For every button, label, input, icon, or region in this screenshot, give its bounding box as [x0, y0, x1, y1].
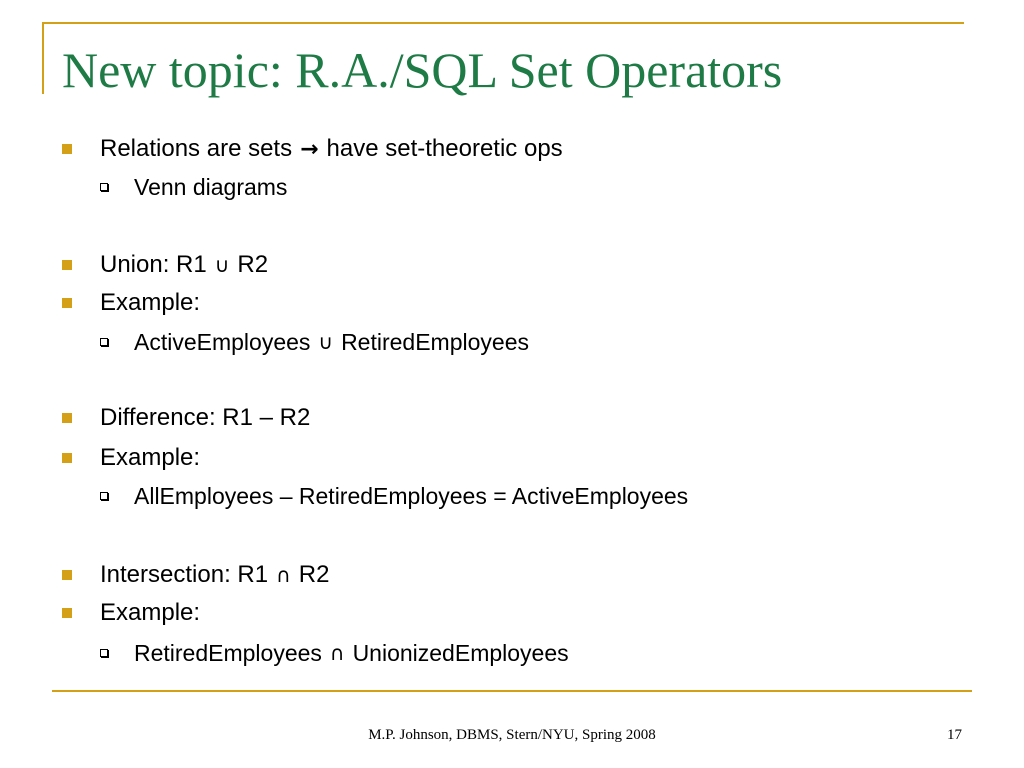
union-symbol: ∪	[214, 253, 230, 277]
bullet-item	[62, 250, 268, 280]
right-arrow-icon: →	[300, 136, 319, 162]
sub-bullet-text: RetiredEmployees	[134, 639, 322, 666]
bullet-text: Intersection: R1	[100, 561, 269, 588]
square-bullet-icon	[62, 413, 72, 423]
sub-bullet-text: Venn diagrams	[134, 173, 288, 200]
bullet-text: Example:	[100, 289, 201, 316]
hollow-square-bullet-icon	[100, 183, 108, 191]
bullet-text: Difference: R1 – R2	[100, 404, 311, 431]
square-bullet-icon	[62, 144, 72, 154]
bullet-item	[62, 403, 310, 433]
sub-bullet-text: AllEmployees – RetiredEmployees = ActiveEmployees	[134, 482, 689, 509]
bullet-text: Example:	[100, 444, 201, 471]
hollow-square-bullet-icon	[100, 492, 108, 500]
bullet-text: Union: R1	[100, 251, 207, 278]
sub-bullet-item	[100, 327, 529, 357]
sub-bullet-text-continued: UnionizedEmployees	[352, 639, 569, 666]
square-bullet-icon	[62, 260, 72, 270]
bullet-item	[62, 598, 200, 628]
bullet-item	[62, 134, 563, 164]
bullet-text: Example:	[100, 599, 201, 626]
union-symbol: ∪	[318, 330, 334, 354]
square-bullet-icon	[62, 298, 72, 308]
footer-rule	[52, 690, 972, 692]
slide-title: New topic: R.A./SQL Set Operators	[62, 42, 783, 98]
intersection-symbol: ∩	[276, 563, 291, 587]
hollow-square-bullet-icon	[100, 338, 108, 346]
page-number: 17	[947, 727, 962, 743]
bullet-text-continued: have set-theoretic ops	[326, 135, 563, 162]
square-bullet-icon	[62, 570, 72, 580]
bullet-text: Relations are sets	[100, 135, 293, 162]
square-bullet-icon	[62, 608, 72, 618]
sub-bullet-item	[100, 638, 569, 668]
hollow-square-bullet-icon	[100, 649, 108, 657]
square-bullet-icon	[62, 453, 72, 463]
sub-bullet-text: ActiveEmployees	[134, 328, 311, 355]
sub-bullet-item	[100, 172, 287, 202]
bullet-text-continued: R2	[298, 561, 330, 588]
intersection-symbol: ∩	[329, 641, 345, 665]
bullet-item	[62, 560, 329, 590]
bullet-item	[62, 288, 200, 318]
sub-bullet-text-continued: RetiredEmployees	[341, 328, 529, 355]
bullet-item	[62, 443, 200, 473]
bullet-text-continued: R2	[237, 251, 269, 278]
sub-bullet-item	[100, 481, 688, 511]
footer-text: M.P. Johnson, DBMS, Stern/NYU, Spring 2008	[368, 727, 656, 743]
